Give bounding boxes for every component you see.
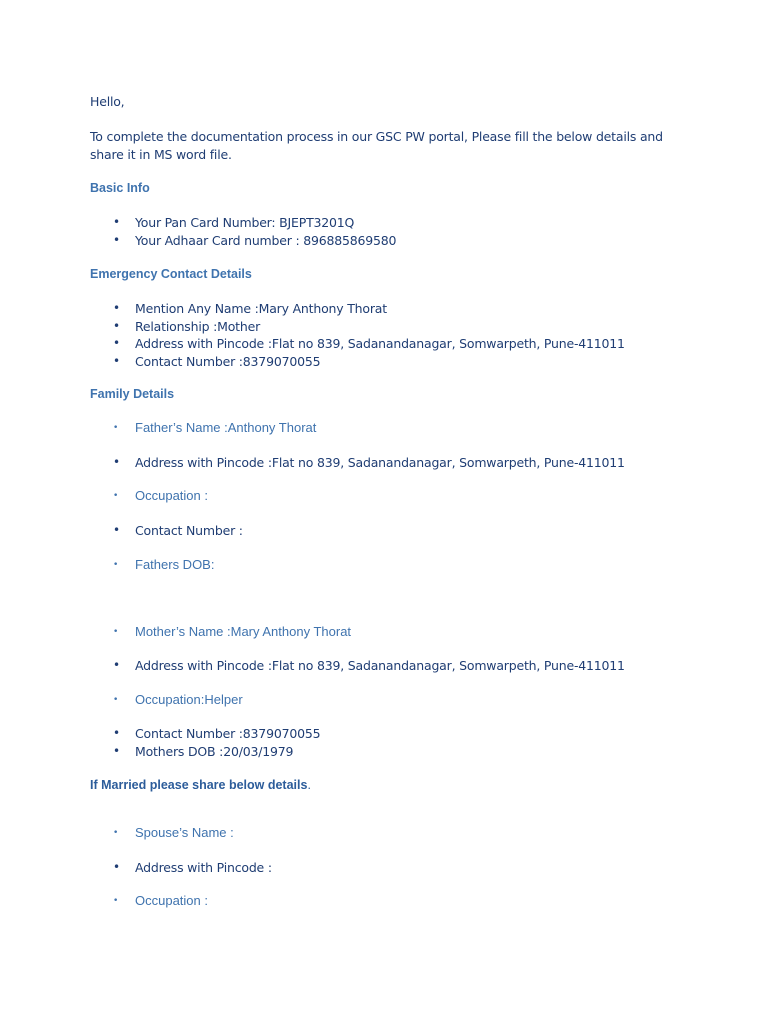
family-heading: Family Details — [90, 387, 175, 401]
married-heading — [90, 778, 311, 792]
bullet-icon: • — [113, 319, 121, 333]
emergency-contact-text: Contact Number :8379070055 — [135, 354, 321, 369]
bullet-icon: • — [113, 896, 119, 906]
mother-dob-text: Mothers DOB :20/03/1979 — [135, 744, 294, 759]
bullet-icon: • — [113, 455, 121, 469]
father-occupation-text: Occupation : — [135, 488, 208, 503]
mother-address-text: Address with Pincode :Flat no 839, Sadanandanagar, Somwarpeth, Pune-411011 — [135, 658, 625, 673]
bullet-icon: • — [113, 627, 119, 637]
married-heading-period: . — [307, 778, 311, 792]
basic-info-heading: Basic Info — [90, 181, 150, 195]
intro-paragraph: To complete the documentation process in our GSC PW portal, Please fill the below details and share it in MS word file. — [90, 129, 663, 162]
bullet-icon: • — [113, 726, 121, 740]
emergency-address-text: Address with Pincode :Flat no 839, Sadanandanagar, Somwarpeth, Pune-411011 — [135, 336, 625, 351]
emergency-heading: Emergency Contact Details — [90, 267, 252, 281]
relationship-text: Relationship :Mother — [135, 319, 261, 334]
bullet-icon: • — [113, 658, 121, 672]
bullet-icon: • — [113, 423, 119, 433]
spouse-name-text: Spouse’s Name : — [135, 825, 234, 840]
spouse-occupation-text: Occupation : — [135, 893, 208, 908]
bullet-icon: • — [113, 695, 119, 705]
adhaar-card-text: Your Adhaar Card number : 896885869580 — [135, 233, 397, 248]
mother-occupation-text: Occupation:Helper — [135, 692, 243, 707]
father-dob-text: Fathers DOB: — [135, 557, 215, 572]
pan-card-text: Your Pan Card Number: BJEPT3201Q — [135, 215, 355, 230]
mother-contact-text: Contact Number :8379070055 — [135, 726, 321, 741]
bullet-icon: • — [113, 523, 121, 537]
greeting: Hello, — [90, 94, 125, 109]
emergency-name-text: Mention Any Name :Mary Anthony Thorat — [135, 301, 387, 316]
father-address-text: Address with Pincode :Flat no 839, Sadanandanagar, Somwarpeth, Pune-411011 — [135, 455, 625, 470]
mother-name-text: Mother’s Name :Mary Anthony Thorat — [135, 624, 352, 639]
bullet-icon: • — [113, 215, 121, 229]
father-name-text: Father’s Name :Anthony Thorat — [135, 420, 317, 435]
married-heading-text: If Married please share below details — [90, 778, 308, 792]
spouse-address-text: Address with Pincode : — [135, 860, 272, 875]
bullet-icon: • — [113, 354, 121, 368]
bullet-icon: • — [113, 744, 121, 758]
father-contact-text: Contact Number : — [135, 523, 243, 538]
bullet-icon: • — [113, 828, 119, 838]
bullet-icon: • — [113, 233, 121, 247]
bullet-icon: • — [113, 860, 121, 874]
bullet-icon: • — [113, 301, 121, 315]
bullet-icon: • — [113, 560, 119, 570]
bullet-icon: • — [113, 336, 121, 350]
bullet-icon: • — [113, 491, 119, 501]
